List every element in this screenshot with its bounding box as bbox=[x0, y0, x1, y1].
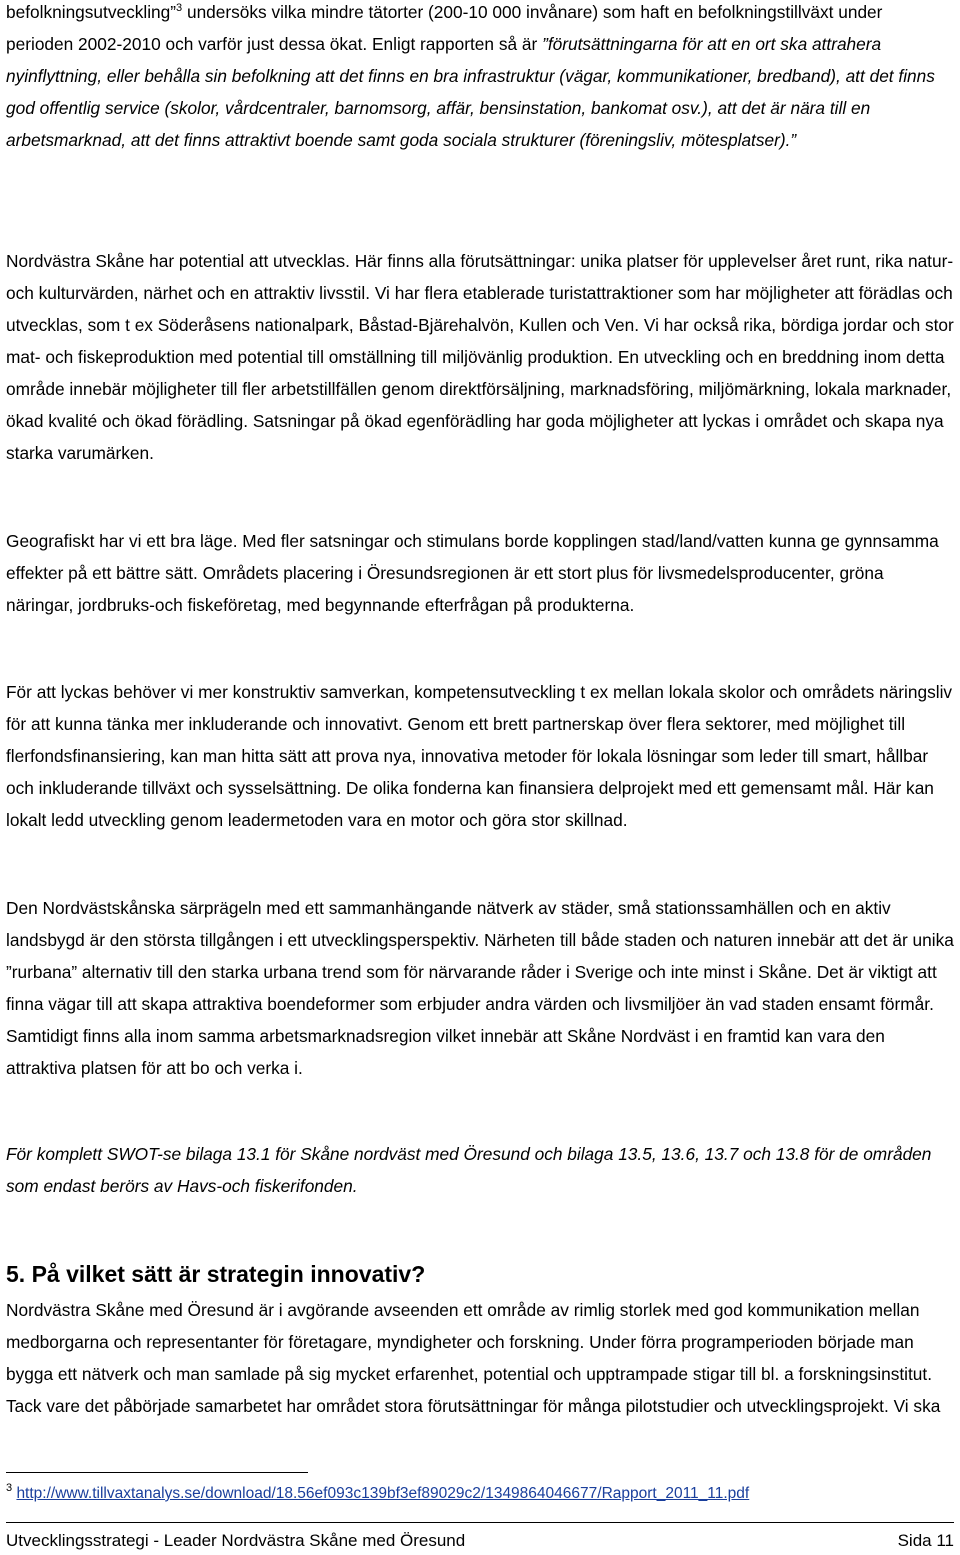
paragraph-potential: Nordvästra Skåne har potential att utvecklas. Här finns alla förutsättningar: unika platser för upplevelser året runt, rika natur- och kulturvärden, närhet och en attraktiv livsstil. Vi har flera etablerade turistattraktioner som har möjligheter att förädlas och utvecklas, som t ex Söderåsens nationalpark, Båstad-Bjärehalvön, Kullen och Ven. Vi har också rika, bördiga jordar och stor mat- och fiskeproduktion med potential till omställning till miljövänlig produktion. En utveckling och en breddning inom detta område innebär möjligheter till fler arbetstillfällen genom direktförsäljning, marknadsföring, miljömärkning, lokala marknader, ökad kvalité och ökad förädling. Satsningar på ökad egenförädling har goda möjligheter att lyckas i området och skapa nya starka varumärken. bbox=[6, 251, 954, 463]
footer-title: Utvecklingsstrategi - Leader Nordvästra Skåne med Öresund bbox=[6, 1531, 466, 1550]
report-quote: ”förutsättningarna för att en ort ska attrahera nyinflyttning, eller behålla sin befolkning att det finns en bra infrastruktur (vägar, kommunikationer, bredband), att det finns god offentlig service (skolor, vårdcentraler, barnomsorg, affär, bensinstation, bankomat osv.), att det är nära till en arbetsmarknad, att det finns attraktivt boende samt goda sociala strukturer (föreningsliv, mötesplatser).” bbox=[6, 34, 935, 150]
footnote-ref: 3 bbox=[176, 2, 183, 14]
paragraph-character: Den Nordvästskånska särprägeln med ett sammanhängande nätverk av städer, små stationssamhällen och en aktiv landsbygd är den största tillgången i ett utvecklingsperspektiv. Närheten till både staden och naturen innebär att det är unika ”rurbana” alternativ till den starka urbana trend som för närvarande råder i Sverige och inte minst i Skåne. Det är viktigt att finna vägar till att skapa attraktiva boendeformer som erbjuder andra värden och livsmiljöer än vad staden ensamt förmår. Samtidigt finns alla inom samma arbetsmarknadsregion vilket innebär att Skåne Nordväst i en framtid kan vara den attraktiva platsen för att bo och verka i. bbox=[6, 898, 954, 1078]
paragraph-geography: Geografiskt har vi ett bra läge. Med fler satsningar och stimulans borde kopplingen stad/land/vatten kunna ge gynnsamma effekter på ett bättre sätt. Områdets placering i Öresundsregionen är ett stort plus för livsmedelsproducenter, gröna näringar, jordbruks-och fiskeföretag, med begynnande efterfrågan på produkterna. bbox=[6, 531, 939, 615]
paragraph-swot-reference: För komplett SWOT-se bilaga 13.1 för Skåne nordväst med Öresund och bilaga 13.5, 13.6, 13.7 och 13.8 för de områden som endast berörs av Havs-och fiskerifonden. bbox=[6, 1144, 932, 1196]
footnote-divider bbox=[6, 1472, 308, 1473]
section-heading: 5. På vilket sätt är strategin innovativ? bbox=[6, 1261, 426, 1287]
paragraph-text: undersöks vilka mindre tätorter (200-10 000 invånare) som haft en befolkningstillväxt under perioden 2002-2010 och varför just dessa ökat. Enligt rapporten så är bbox=[6, 2, 883, 54]
paragraph-innovation: Nordvästra Skåne med Öresund är i avgörande avseenden ett område av rimlig storlek med god kommunikation mellan medborgarna och representanter för företagare, myndigheter och forskning. Under förra programperioden började man bygga ett nätverk och man samlade på sig mycket erfarenhet, potential och upptrampade stigar till bl. a forskningsinstitut. Tack vare det påbörjade samarbetet har området stora förutsättningar för många pilotstudier och utvecklingsprojekt. Vi ska bbox=[6, 1300, 941, 1416]
footnote-link[interactable]: http://www.tillvaxtanalys.se/download/18.56ef093c139bf3ef89029c2/1349864046677/Rapport_2011_11.pdf bbox=[16, 1485, 750, 1502]
paragraph-population-report bbox=[6, 0, 954, 156]
footnote-number: 3 bbox=[6, 1482, 13, 1494]
paragraph-cooperation: För att lyckas behöver vi mer konstruktiv samverkan, kompetensutveckling t ex mellan lokala skolor och områdets näringsliv för att kunna tänka mer inkluderande och innovativt. Genom ett brett partnerskap över flera sektorer, med möjlighet till flerfondsfinansiering, kan man hitta sätt att prova nya, innovativa metoder för lokala lösningar som leder till smart, hållbar och inkluderande tillväxt och sysselsättning. De olika fonderna kan finansiera delprojekt med ett gemensamt mål. Här kan lokalt ledd utveckling genom leadermetoden vara en motor och göra stor skillnad. bbox=[6, 682, 953, 830]
page-footer bbox=[6, 1522, 954, 1553]
page-number: Sida 11 bbox=[897, 1531, 954, 1550]
paragraph-text: befolkningsutveckling” bbox=[6, 2, 177, 22]
footnote bbox=[6, 1480, 749, 1508]
